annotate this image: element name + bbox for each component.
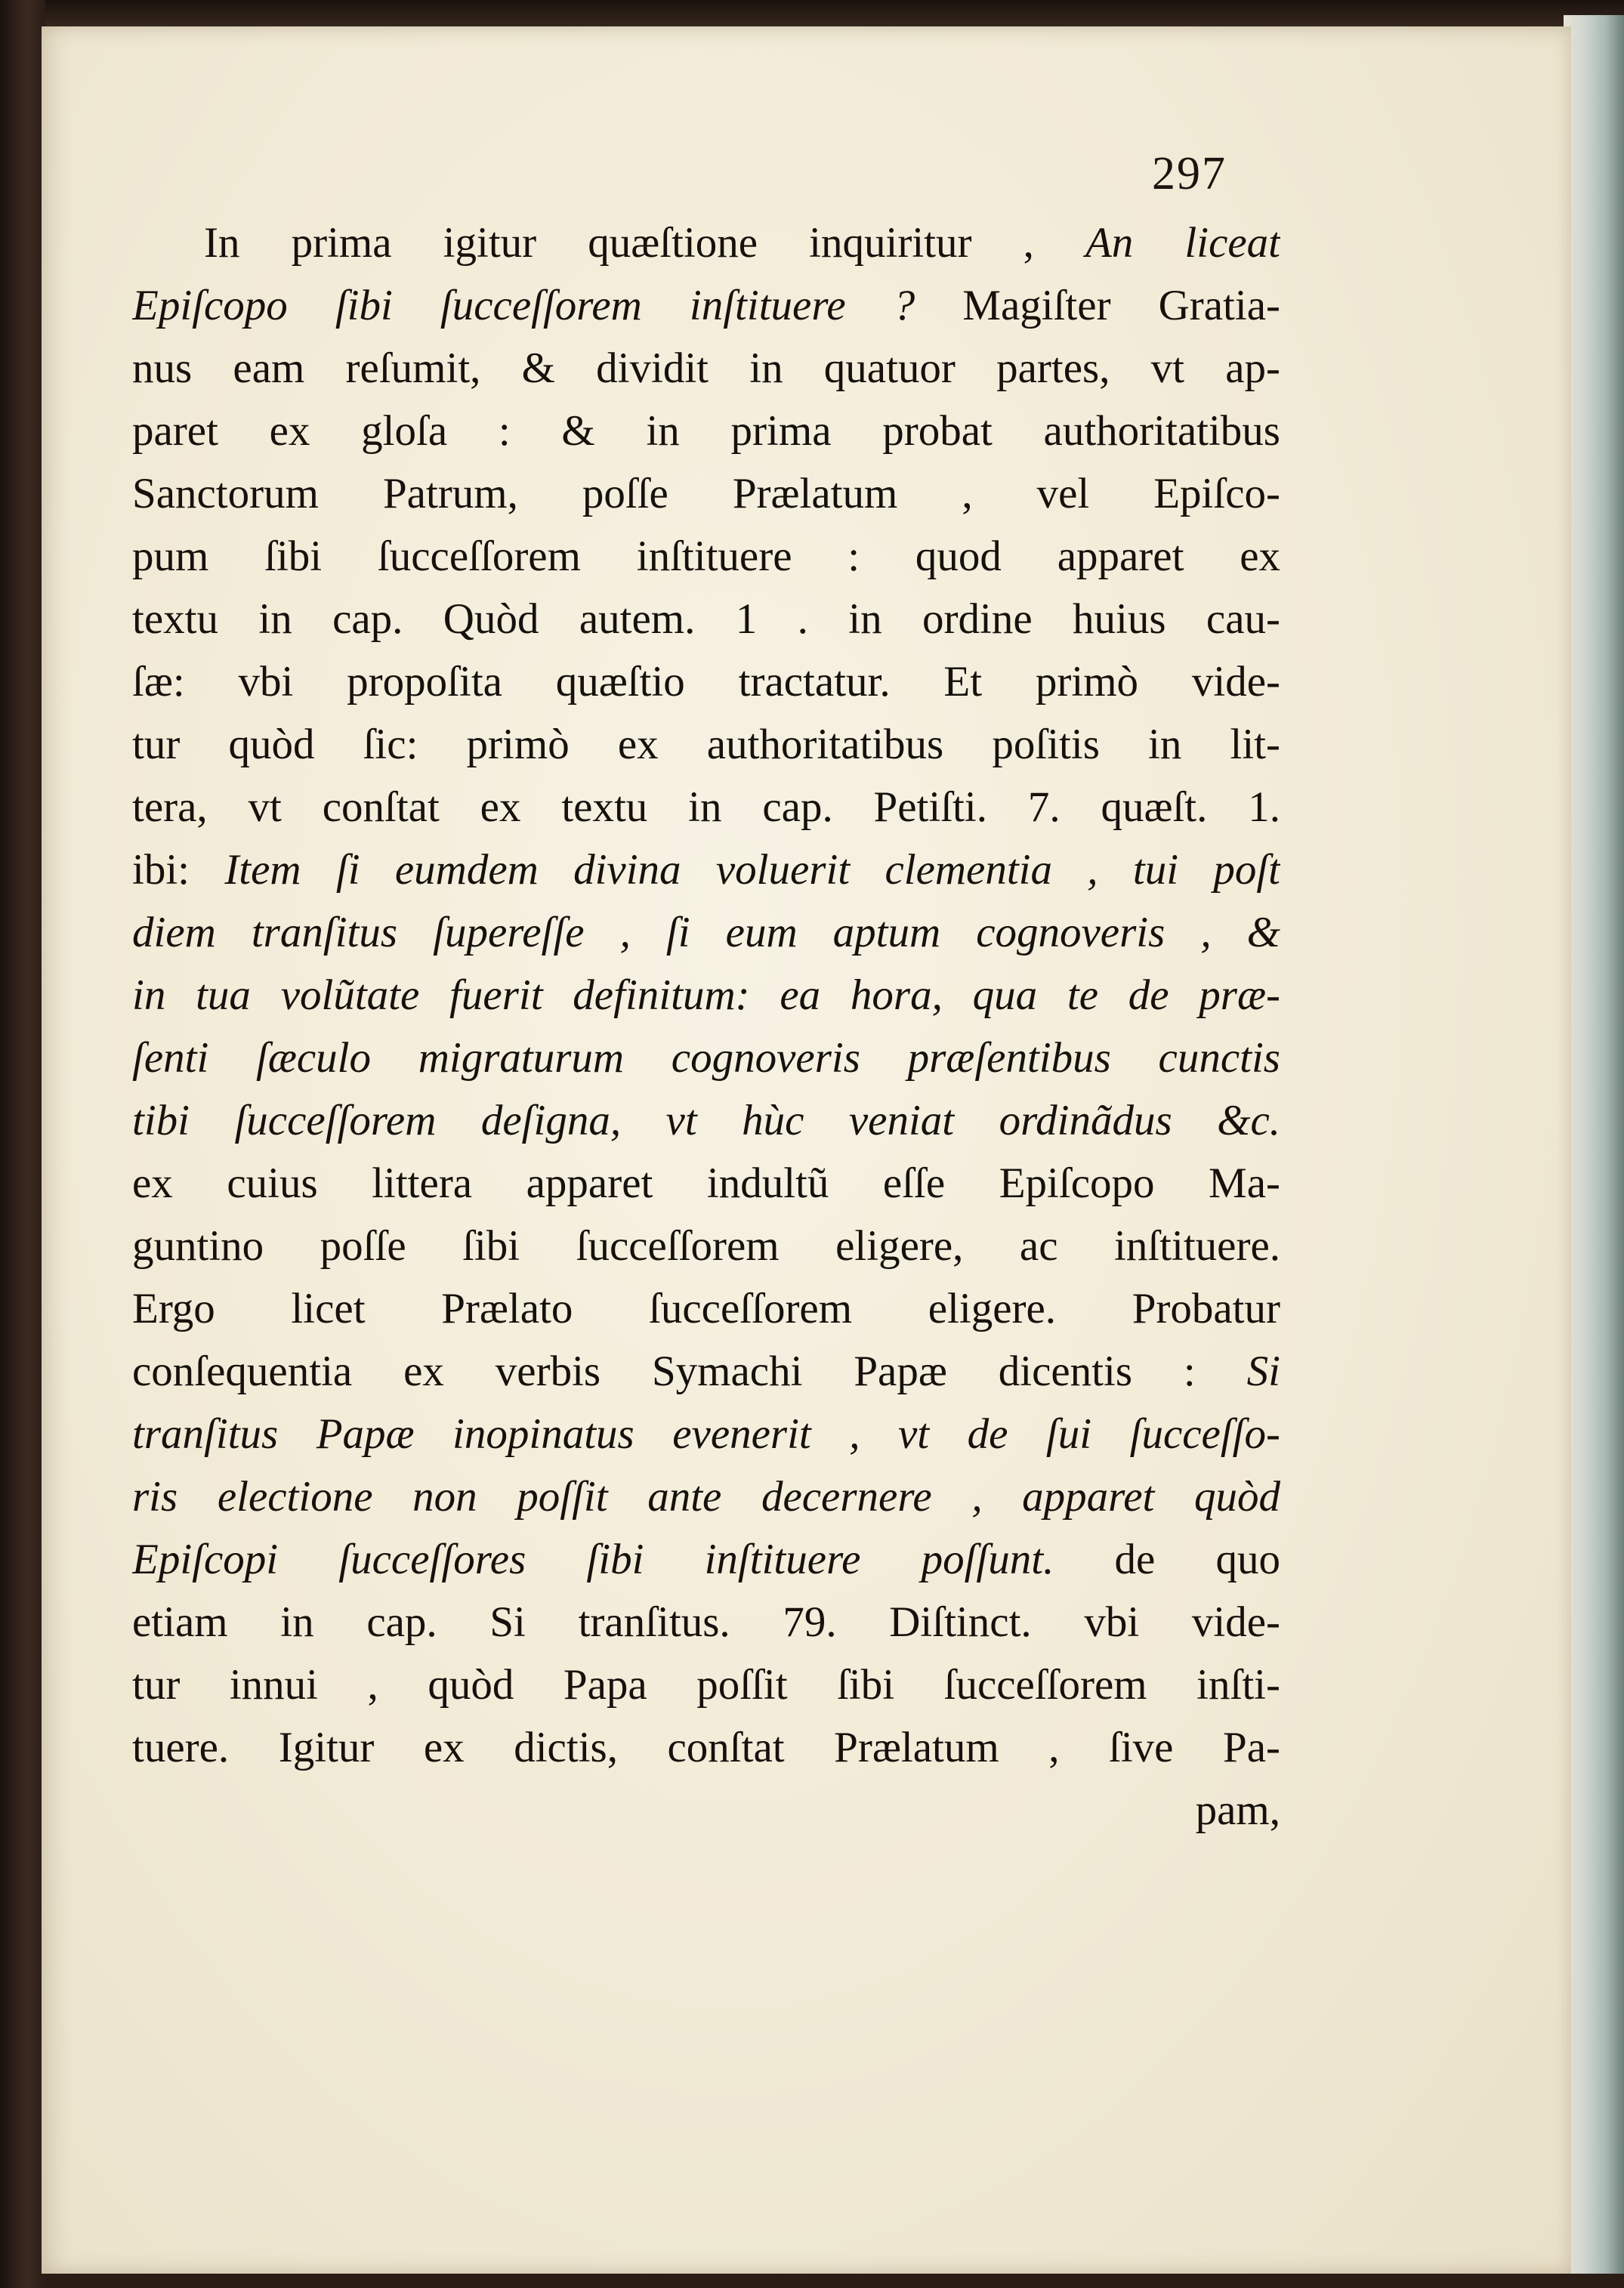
italic-text: in tua volũtate fuerit definitum: ea hora, qua te de præ- — [132, 971, 1280, 1019]
text-line — [132, 1403, 1280, 1465]
text-line — [132, 1716, 1280, 1779]
text-line — [132, 1027, 1280, 1089]
text-line — [132, 713, 1280, 776]
italic-text: Item ſi eumdem divina voluerit clementia , tui poſt — [224, 846, 1280, 894]
roman-text: ibi: — [132, 846, 225, 894]
roman-text: guntino poſſe ſibi ſucceſſorem eligere, ac inſtituere. — [132, 1222, 1280, 1270]
text-line — [132, 525, 1280, 588]
text-line — [132, 212, 1280, 274]
text-line — [132, 1465, 1280, 1528]
roman-text: tur quòd ſic: primò ex authoritatibus poſitis in lit- — [132, 721, 1280, 768]
page-edges — [1564, 15, 1624, 2274]
roman-text: tera, vt conſtat ex textu in cap. Petiſti. 7. quæſt. 1. — [132, 783, 1280, 831]
text-line — [132, 400, 1280, 462]
text-line — [132, 1215, 1280, 1277]
text-line — [132, 462, 1280, 525]
italic-text: ſenti ſæculo migraturum cognoveris præſentibus cunctis — [132, 1034, 1280, 1082]
text-line — [132, 776, 1280, 838]
roman-text: textu in cap. Quòd autem. 1 . in ordine huius cau- — [132, 595, 1280, 643]
text-line — [132, 1340, 1280, 1403]
text-line — [132, 1277, 1280, 1340]
book-binding-top — [0, 0, 1624, 30]
text-line — [132, 1152, 1280, 1215]
italic-text: tranſitus Papæ inopinatus evenerit , vt de ſui ſucceſſo- — [132, 1410, 1280, 1458]
roman-text: tuere. Igitur ex dictis, conſtat Prælatum , ſive Pa- — [132, 1724, 1280, 1771]
roman-text: pum ſibi ſucceſſorem inſtituere : quod apparet ex — [132, 533, 1280, 580]
italic-text: Epiſcopi ſucceſſores ſibi inſtituere poſſunt. — [132, 1536, 1115, 1583]
text-line — [132, 838, 1280, 901]
roman-text: Ergo licet Prælato ſucceſſorem eligere. Probatur — [132, 1285, 1280, 1332]
roman-text: etiam in cap. Si tranſitus. 79. Diſtinct. vbi vide- — [132, 1598, 1280, 1646]
page-number: 297 — [1152, 148, 1227, 199]
roman-text: conſequentia ex verbis Symachi Papæ dicentis : — [132, 1348, 1247, 1395]
text-line — [132, 1089, 1280, 1152]
roman-text: In prima igitur quæſtione inquiritur , — [204, 219, 1085, 267]
text-line — [132, 1528, 1280, 1591]
book-binding-left — [0, 0, 45, 2288]
italic-text: Si — [1246, 1348, 1280, 1395]
roman-text: nus eam reſumit, & dividit in quatuor partes, vt ap- — [132, 344, 1280, 392]
catchword: pam, — [1195, 1786, 1280, 1834]
roman-text: Sanctorum Patrum, poſſe Prælatum , vel Epiſco- — [132, 470, 1280, 517]
text-line — [132, 337, 1280, 400]
roman-text: Magiſter Gratia- — [962, 282, 1280, 329]
text-line — [132, 274, 1280, 337]
book-page — [42, 26, 1571, 2274]
italic-text: An liceat — [1085, 219, 1280, 267]
text-line — [132, 1653, 1280, 1716]
roman-text: de quo — [1114, 1536, 1280, 1583]
roman-text: ſæ: vbi propoſita quæſtio tractatur. Et primò vide- — [132, 658, 1280, 706]
text-line — [132, 964, 1280, 1027]
roman-text: tur innui , quòd Papa poſſit ſibi ſucceſſorem inſti- — [132, 1661, 1280, 1709]
text-line — [132, 901, 1280, 964]
roman-text: paret ex gloſa : & in prima probat authoritatibus — [132, 407, 1280, 455]
text-line — [132, 1591, 1280, 1653]
roman-text: ex cuius littera apparet indultũ eſſe Epiſcopo Ma- — [132, 1159, 1280, 1207]
text-line — [132, 650, 1280, 713]
italic-text: diem tranſitus ſupereſſe , ſi eum aptum cognoveris , & — [132, 909, 1280, 956]
italic-text: Epiſcopo ſibi ſucceſſorem inſtituere ? — [132, 282, 963, 329]
italic-text: tibi ſucceſſorem deſigna, vt hùc veniat ordinãdus &c. — [132, 1097, 1280, 1144]
text-line — [132, 588, 1280, 650]
italic-text: ris electione non poſſit ante decernere , apparet quòd — [132, 1473, 1280, 1521]
body-text — [132, 212, 1280, 1842]
